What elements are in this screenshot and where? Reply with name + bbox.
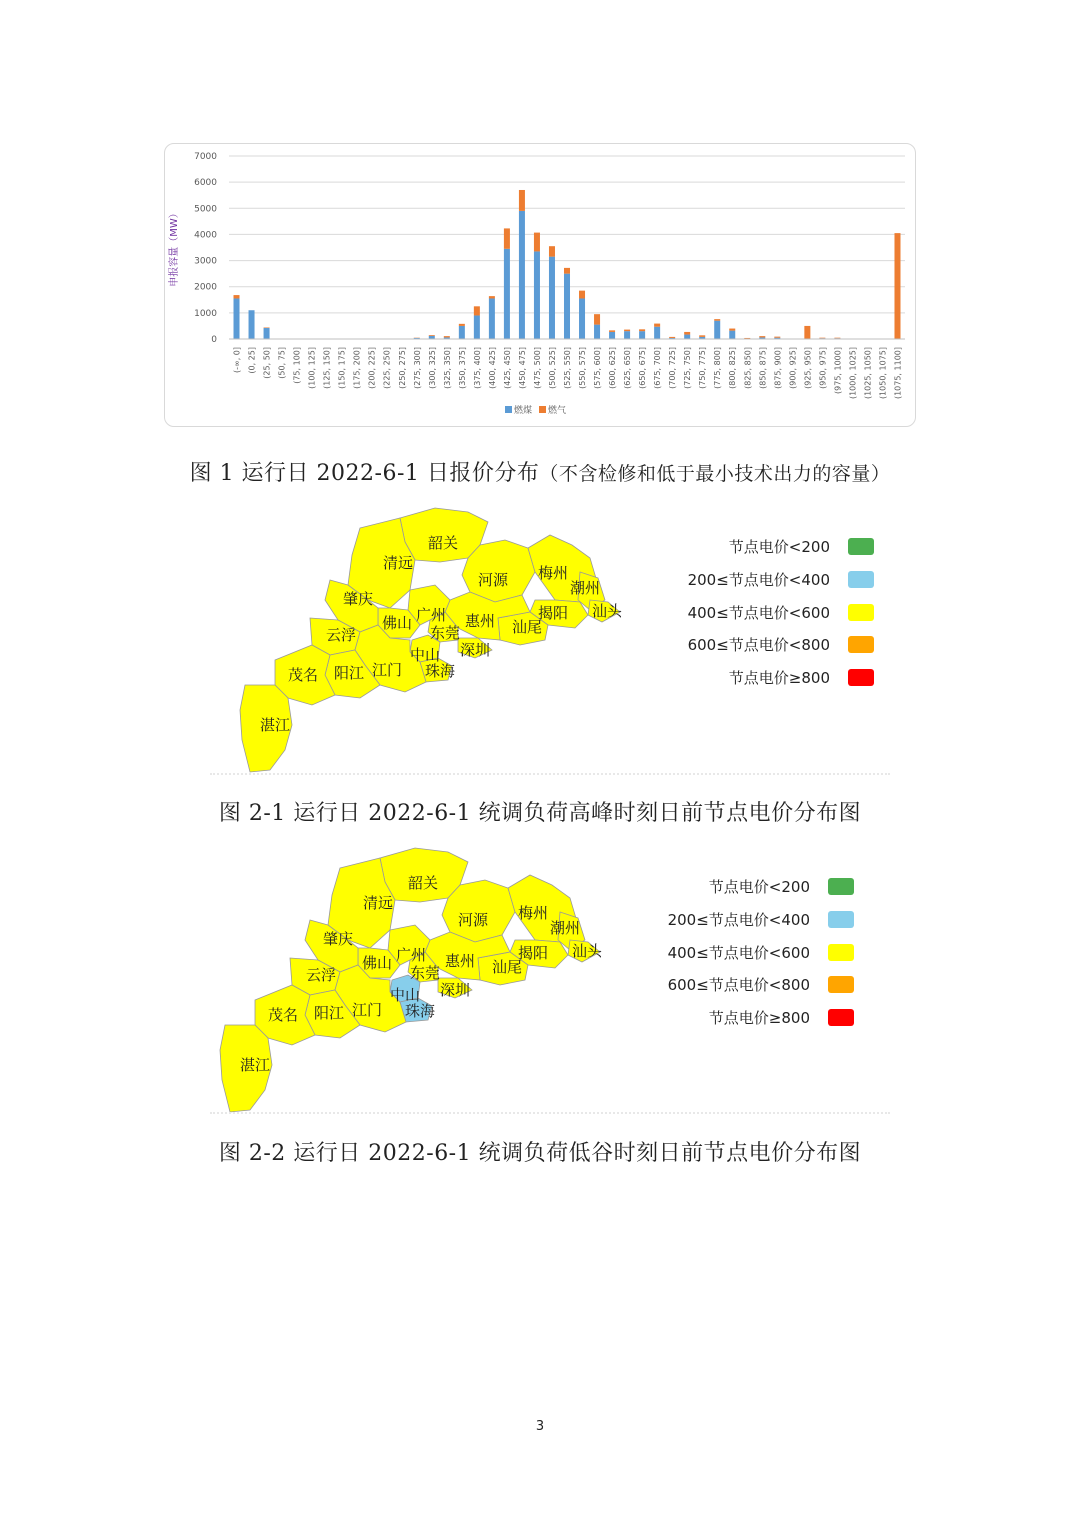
- city-label-jiangmen: 江门: [352, 1001, 383, 1019]
- separator-dots: [210, 1112, 890, 1116]
- bar-gas: [684, 332, 690, 335]
- legend-item: [670, 634, 874, 656]
- city-label-shanwei: 汕尾: [512, 618, 543, 636]
- city-label-huizhou: 惠州: [465, 612, 496, 630]
- x-tick-label: (25, 50]: [262, 347, 272, 379]
- legend-label: 400≤节点电价<600: [667, 944, 810, 962]
- x-tick-label: (900, 925]: [788, 347, 798, 389]
- x-tick-label: (725, 750]: [683, 347, 693, 389]
- y-tick-label: 6000: [194, 178, 217, 189]
- y-tick-label: 0: [211, 335, 217, 345]
- legend-label: 600≤节点电价<800: [687, 636, 830, 654]
- valley-price-map: [210, 840, 630, 1120]
- bar-coal: [654, 327, 660, 339]
- city-label-jieyang: 揭阳: [518, 944, 549, 962]
- legend-swatch: [848, 669, 874, 686]
- x-tick-label: (275, 300]: [412, 347, 422, 389]
- bar-coal: [489, 298, 495, 339]
- y-tick-label: 4000: [194, 230, 217, 241]
- city-label-huizhou: 惠州: [445, 952, 476, 970]
- city-label-guangzhou: 广州: [416, 606, 447, 624]
- bar-coal: [564, 274, 570, 339]
- figure-2-1-caption: 图 2-1 运行日 2022-6-1 统调负荷高峰时刻日前节点电价分布图: [218, 801, 862, 826]
- chart-frame: [164, 143, 916, 427]
- bar-gas: [759, 336, 765, 337]
- x-tick-label: (625, 650]: [623, 347, 633, 389]
- bar-gas: [534, 233, 540, 252]
- city-label-zhanjiang: 湛江: [240, 1056, 271, 1074]
- bar-coal: [729, 331, 735, 339]
- city-label-yangjiang: 阳江: [334, 664, 365, 682]
- legend-item: [670, 667, 874, 689]
- bar-gas: [444, 336, 450, 337]
- bar-gas: [564, 268, 570, 274]
- city-label-dongguan: 东莞: [430, 624, 461, 642]
- y-axis-label: 申报容量（MW）: [169, 208, 180, 287]
- legend-swatch: [828, 976, 854, 993]
- city-label-zhongshan: 中山: [390, 986, 421, 1004]
- city-label-shenzhen: 深圳: [440, 981, 471, 999]
- bar-gas: [624, 330, 630, 332]
- bar-gas: [654, 324, 660, 327]
- bar-gas: [804, 326, 810, 339]
- bid-distribution-chart: [165, 144, 917, 428]
- bar-coal: [714, 321, 720, 339]
- bar-coal: [519, 211, 525, 339]
- bar-coal: [549, 257, 555, 339]
- city-label-shanwei: 汕尾: [492, 958, 523, 976]
- x-tick-label: (200, 225]: [367, 347, 377, 389]
- x-tick-label: (600, 625]: [608, 347, 618, 389]
- bar-coal: [234, 298, 240, 339]
- x-tick-label: (800, 825]: [728, 347, 738, 389]
- legend-label: 节点电价≥800: [708, 1009, 810, 1027]
- peak-map-legend: [670, 536, 874, 696]
- bar-coal: [684, 335, 690, 339]
- x-tick-label: (350, 375]: [457, 347, 467, 389]
- x-tick-label: (675, 700]: [653, 346, 663, 389]
- bar-gas: [234, 295, 240, 298]
- x-tick-label: (225, 250]: [382, 347, 392, 389]
- legend-item: [650, 909, 854, 931]
- x-tick-label: (1000, 1025]: [848, 347, 858, 400]
- city-label-qingyuan: 清远: [363, 894, 394, 912]
- legend-label: 节点电价≥800: [728, 669, 830, 687]
- x-tick-label: (700, 725]: [668, 346, 678, 389]
- bar-gas: [429, 335, 435, 336]
- bar-gas: [459, 324, 465, 326]
- x-tick-label: (375, 400]: [472, 347, 482, 389]
- x-tick-label: (1075, 1100]: [893, 347, 903, 400]
- bar-gas: [609, 330, 615, 332]
- legend-swatch: [828, 878, 854, 895]
- bar-gas: [774, 337, 780, 338]
- figure-1-caption: [0, 456, 1080, 487]
- bar-coal: [639, 331, 645, 339]
- legend-swatch: [848, 604, 874, 621]
- x-tick-label: (300, 325]: [427, 347, 437, 389]
- city-label-zhaoqing: 肇庆: [323, 930, 354, 948]
- x-tick-label: (125, 150]: [322, 347, 332, 389]
- city-label-heyuan: 河源: [478, 571, 509, 589]
- x-tick-label: (975, 1000]: [833, 347, 843, 394]
- x-tick-label: (450, 475]: [517, 347, 527, 389]
- legend-item: [670, 536, 874, 558]
- city-label-heyuan: 河源: [458, 911, 489, 929]
- bar-gas: [834, 338, 840, 339]
- legend-item: [650, 876, 854, 898]
- legend-swatch: [848, 636, 874, 653]
- city-label-yunfu: 云浮: [326, 626, 357, 644]
- bar-coal: [534, 251, 540, 339]
- city-label-shaoguan: 韶关: [428, 534, 459, 552]
- x-tick-label: (950, 975]: [818, 347, 828, 389]
- bar-gas: [744, 338, 750, 339]
- bar-coal: [504, 249, 510, 339]
- bar-coal: [264, 328, 270, 339]
- separator-dots: [210, 773, 890, 777]
- x-tick-label: (875, 900]: [773, 347, 783, 389]
- city-label-jieyang: 揭阳: [538, 604, 569, 622]
- valley-map-legend: [650, 876, 854, 1036]
- bar-gas: [669, 337, 675, 338]
- city-label-foshan: 佛山: [382, 614, 413, 632]
- city-label-meizhou: 梅州: [518, 904, 549, 922]
- city-label-yunfu: 云浮: [306, 966, 337, 984]
- bar-gas: [594, 314, 600, 324]
- x-tick-label: (100, 125]: [307, 347, 317, 389]
- bar-gas: [519, 190, 525, 211]
- city-label-zhuhai: 珠海: [405, 1002, 436, 1020]
- bar-coal: [459, 326, 465, 339]
- legend-item: [670, 569, 874, 591]
- bar-gas: [729, 329, 735, 331]
- legend-swatch: [828, 911, 854, 928]
- x-tick-label: (925, 950]: [803, 347, 813, 389]
- legend-label: 节点电价<200: [708, 878, 810, 896]
- legend-item: [650, 942, 854, 964]
- x-tick-label: (75, 100]: [292, 347, 302, 384]
- x-tick-label: (850, 875]: [758, 347, 768, 389]
- x-tick-label: (425, 450]: [502, 347, 512, 389]
- bar-coal: [579, 298, 585, 339]
- y-tick-label: 7000: [194, 152, 217, 162]
- x-tick-label: (500, 525]: [547, 347, 557, 389]
- legend-swatch: [828, 944, 854, 961]
- city-label-shaoguan: 韶关: [408, 874, 439, 892]
- bar-gas: [474, 306, 480, 315]
- x-tick-label: (550, 575]: [578, 347, 588, 389]
- x-tick-label: (50, 75]: [277, 347, 287, 379]
- bar-coal: [594, 325, 600, 339]
- city-label-maoming: 茂名: [268, 1006, 299, 1024]
- legend-label: 600≤节点电价<800: [667, 976, 810, 994]
- bar-gas: [504, 228, 510, 248]
- bar-gas: [639, 329, 645, 331]
- legend-label-coal: 燃煤: [514, 406, 533, 416]
- x-tick-label: (250, 275]: [397, 347, 407, 389]
- figure-1-title: 图 1 运行日 2022-6-1 日报价分布: [189, 461, 540, 486]
- figure-2-2-caption: 图 2-2 运行日 2022-6-1 统调负荷低谷时刻日前节点电价分布图: [218, 1141, 862, 1166]
- legend-swatch: [848, 571, 874, 588]
- x-tick-label: (825, 850]: [743, 347, 753, 389]
- x-tick-label: (650, 675]: [638, 346, 648, 389]
- city-label-shantou: 汕头: [592, 602, 623, 620]
- x-tick-label: (325, 350]: [442, 347, 452, 389]
- y-tick-label: 1000: [194, 308, 217, 319]
- city-label-shenzhen: 深圳: [460, 641, 491, 659]
- y-tick-label: 5000: [194, 204, 217, 215]
- legend-swatch-gas: [539, 406, 546, 413]
- peak-price-map: [230, 500, 650, 780]
- city-label-chaozhou: 潮州: [570, 579, 601, 597]
- bar-coal: [609, 332, 615, 339]
- city-label-yangjiang: 阳江: [314, 1004, 345, 1022]
- bar-gas: [489, 296, 495, 298]
- legend-label: 节点电价<200: [728, 538, 830, 556]
- city-label-zhaoqing: 肇庆: [343, 590, 374, 608]
- legend-swatch: [848, 538, 874, 555]
- x-tick-label: (1025, 1050]: [863, 347, 873, 400]
- x-tick-label: (575, 600]: [593, 347, 603, 389]
- bar-gas: [264, 327, 270, 328]
- x-tick-label: (-∞, 0]: [232, 347, 242, 373]
- city-label-foshan: 佛山: [362, 954, 393, 972]
- city-label-zhuhai: 珠海: [425, 662, 456, 680]
- city-label-zhanjiang: 湛江: [260, 716, 291, 734]
- y-tick-label: 3000: [194, 256, 217, 267]
- bar-coal: [249, 310, 255, 339]
- legend-item: [650, 1007, 854, 1029]
- bar-gas: [714, 319, 720, 321]
- legend-label: 400≤节点电价<600: [687, 604, 830, 622]
- figure-1-note: （不含检修和低于最小技术出力的容量）: [539, 463, 891, 485]
- bar-gas: [699, 335, 705, 337]
- x-tick-label: (750, 775]: [698, 347, 708, 389]
- city-label-zhongshan: 中山: [410, 646, 441, 664]
- x-tick-label: (0, 25]: [247, 347, 257, 374]
- bar-gas: [819, 338, 825, 339]
- legend-item: [650, 974, 854, 996]
- x-tick-label: (525, 550]: [563, 347, 572, 389]
- city-label-meizhou: 梅州: [538, 564, 569, 582]
- x-tick-label: (1050, 1075]: [878, 347, 888, 400]
- bar-gas: [894, 233, 900, 339]
- bar-coal: [624, 331, 630, 339]
- page-number: 3: [535, 1419, 545, 1434]
- bar-gas: [549, 246, 555, 256]
- x-tick-label: (775, 800]: [713, 347, 723, 389]
- legend-label: 200≤节点电价<400: [667, 911, 810, 929]
- legend-swatch-coal: [505, 406, 512, 413]
- legend-label-gas: 燃气: [548, 406, 567, 416]
- x-tick-label: (175, 200]: [352, 347, 362, 389]
- city-label-shantou: 汕头: [572, 942, 603, 960]
- bar-gas: [579, 291, 585, 299]
- legend-item: [670, 602, 874, 624]
- city-label-jiangmen: 江门: [372, 661, 403, 679]
- city-label-dongguan: 东莞: [410, 964, 441, 982]
- y-tick-label: 2000: [194, 282, 217, 293]
- bar-coal: [474, 315, 480, 339]
- legend-swatch: [828, 1009, 854, 1026]
- city-label-maoming: 茂名: [288, 666, 319, 684]
- x-tick-label: (400, 425]: [487, 347, 497, 389]
- legend-label: 200≤节点电价<400: [687, 571, 830, 589]
- city-label-qingyuan: 清远: [383, 554, 414, 572]
- x-tick-label: (150, 175]: [337, 347, 347, 389]
- city-label-chaozhou: 潮州: [550, 919, 581, 937]
- city-label-guangzhou: 广州: [396, 946, 427, 964]
- x-tick-label: (475, 500]: [532, 347, 542, 389]
